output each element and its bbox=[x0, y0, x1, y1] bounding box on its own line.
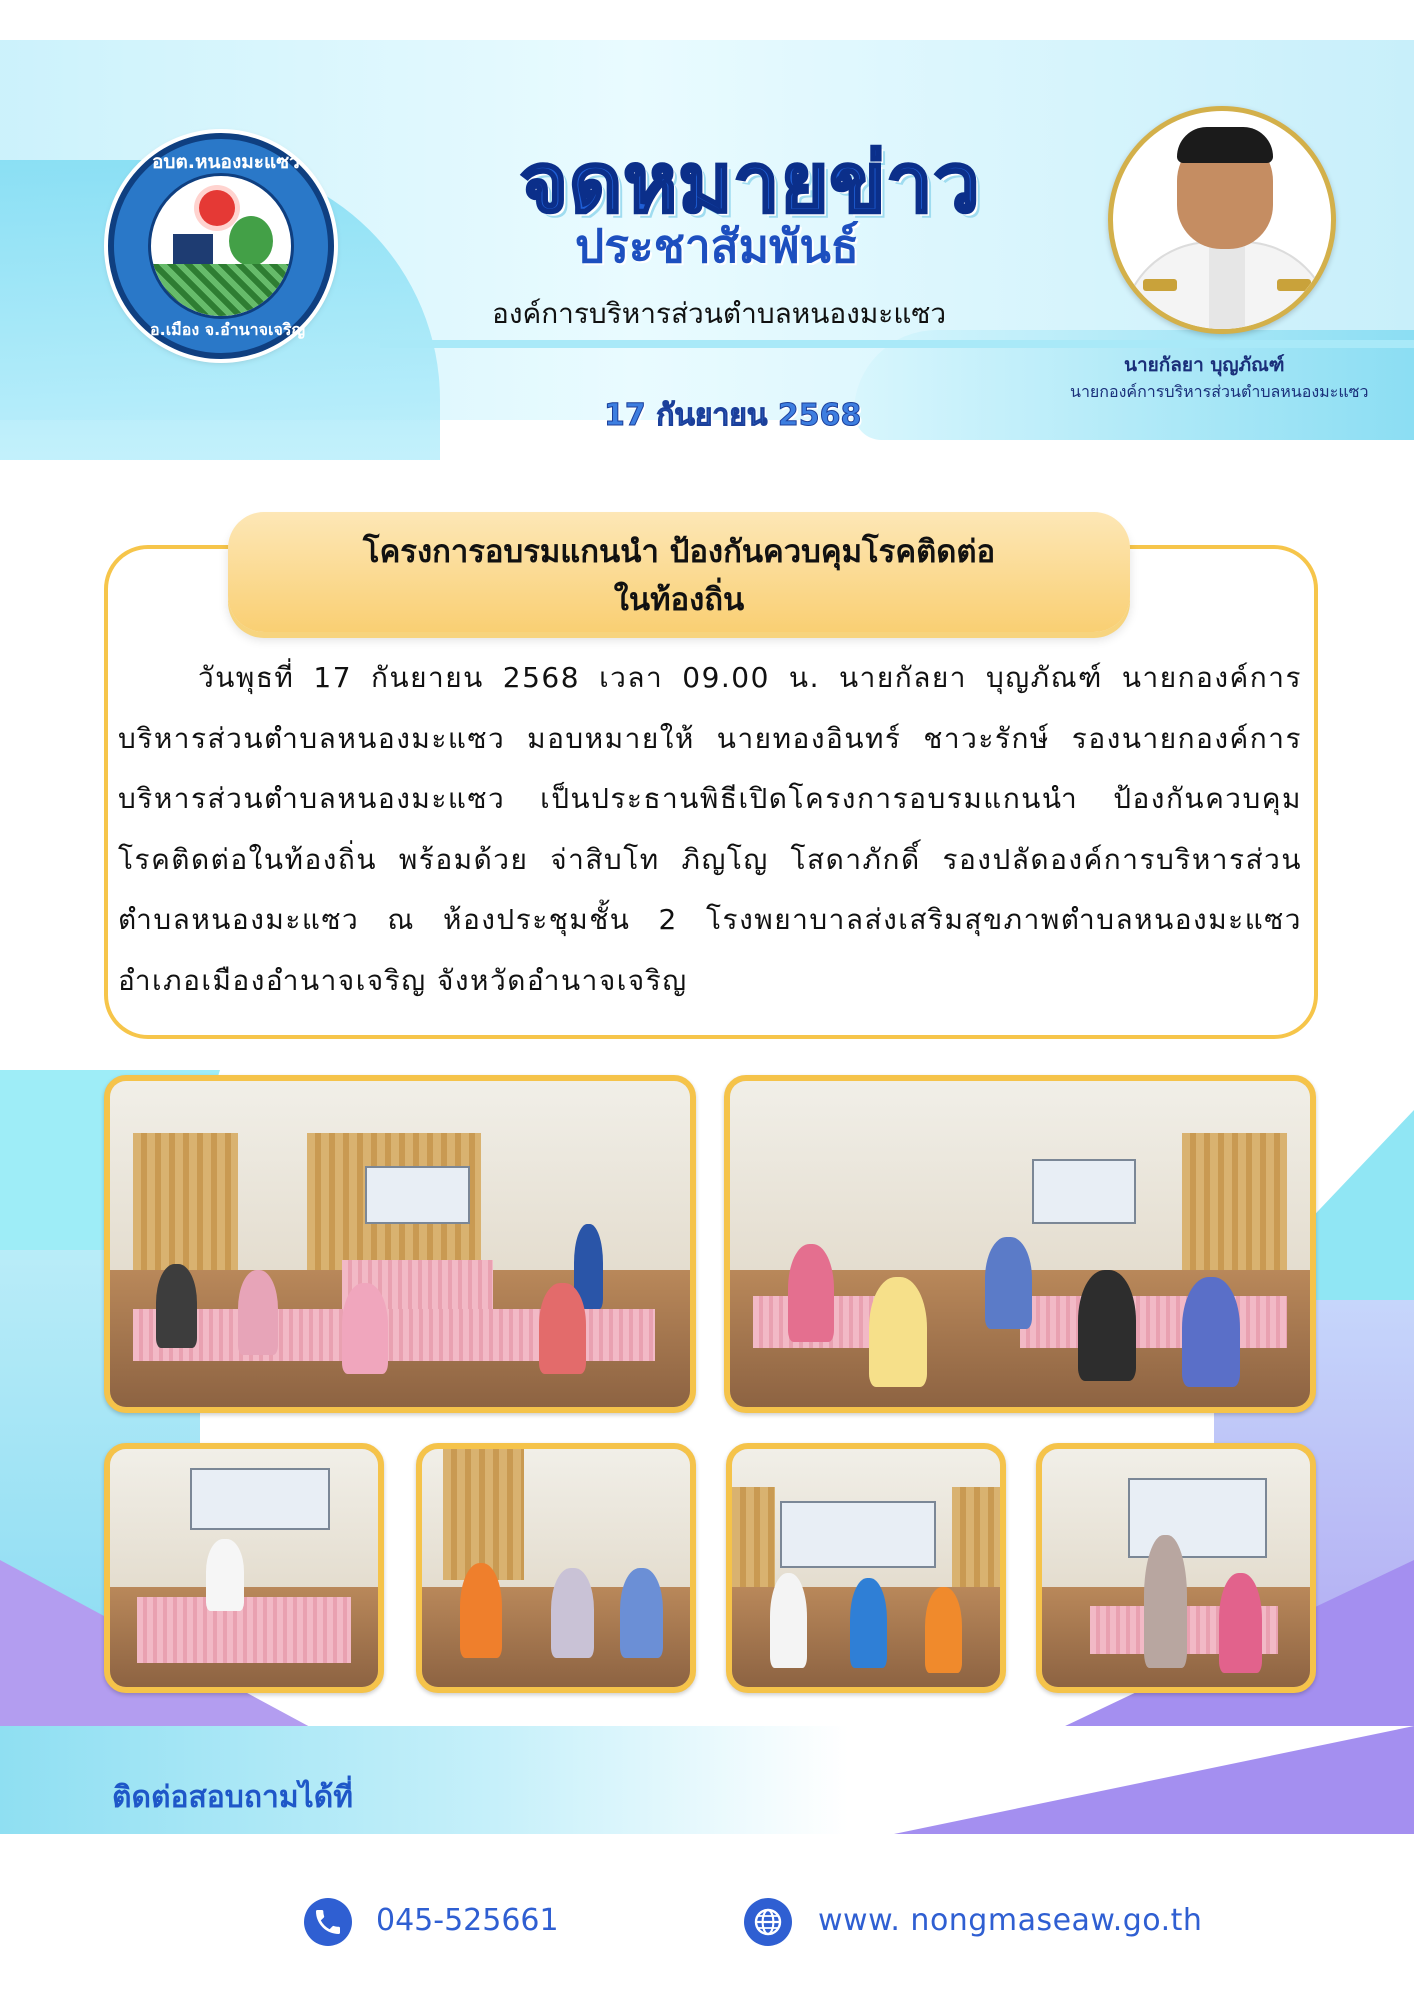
event-photo-1 bbox=[104, 1075, 696, 1413]
website-link[interactable]: www. nongmaseaw.go.th bbox=[818, 1903, 1203, 1938]
event-photo-5 bbox=[726, 1443, 1006, 1693]
contact-label: ติดต่อสอบถามได้ที่ bbox=[112, 1780, 353, 1815]
executive-name: นายกัลยา บุญภัณฑ์ bbox=[1124, 354, 1285, 376]
logo-text-top: อบต.หนองมะแซว bbox=[152, 151, 300, 173]
phone-icon bbox=[304, 1898, 352, 1946]
logo-text-bottom: อ.เมือง จ.อำนาจเจริญ bbox=[150, 320, 306, 339]
organization-logo bbox=[108, 133, 334, 359]
field-icon bbox=[151, 264, 291, 316]
event-photo-4 bbox=[416, 1443, 696, 1693]
phone-number[interactable]: 045-525661 bbox=[376, 1903, 559, 1938]
issue-date: 17 กันยายน 2568 bbox=[604, 398, 862, 433]
executive-portrait bbox=[1108, 106, 1336, 334]
header-divider bbox=[380, 340, 1414, 348]
sun-icon bbox=[199, 190, 235, 226]
globe-icon bbox=[744, 1898, 792, 1946]
article-heading-line2: ในท้องถิ่น bbox=[613, 582, 745, 618]
event-photo-6 bbox=[1036, 1443, 1316, 1693]
newsletter-title: จดหมายข่าว bbox=[520, 136, 981, 231]
article-heading-line1: โครงการอบรมแกนนำ ป้องกันควบคุมโรคติดต่อ bbox=[362, 534, 996, 570]
article-heading bbox=[228, 512, 1130, 632]
event-photo-2 bbox=[724, 1075, 1316, 1413]
tree-icon bbox=[229, 216, 273, 266]
organization-name: องค์การบริหารส่วนตำบลหนองมะแซว bbox=[492, 297, 947, 330]
logo-emblem bbox=[148, 173, 294, 319]
executive-position: นายกองค์การบริหารส่วนตำบลหนองมะแซว bbox=[1070, 382, 1369, 401]
newsletter-subtitle: ประชาสัมพันธ์ bbox=[575, 219, 859, 273]
article-body: วันพุธที่ 17 กันยายน 2568 เวลา 09.00 น. นายกัลยา บุญภัณฑ์ นายกองค์การบริหารส่วนตำบลหนองมะแซว มอบหมายให้ นายทองอินทร์ ชาวะรักษ์ รองนายกองค์การบริหารส่วนตำบลหนองมะแซว เป็นประธานพิธีเปิดโครงการอบรมแกนนำ ป้องกันควบคุมโรคติดต่อในท้องถิ่น พร้อมด้วย จ่าสิบโท ภิญโญ โสดาภักดิ์ รองปลัดองค์การบริหารส่วนตำบลหนองมะแซว ณ ห้องประชุมชั้น 2 โรงพยาบาลส่งเสริมสุขภาพตำบลหนองมะแซว อำเภอเมืองอำนาจเจริญ จังหวัดอำนาจเจริญ bbox=[118, 661, 1302, 997]
event-photo-3 bbox=[104, 1443, 384, 1693]
house-icon bbox=[173, 234, 213, 268]
